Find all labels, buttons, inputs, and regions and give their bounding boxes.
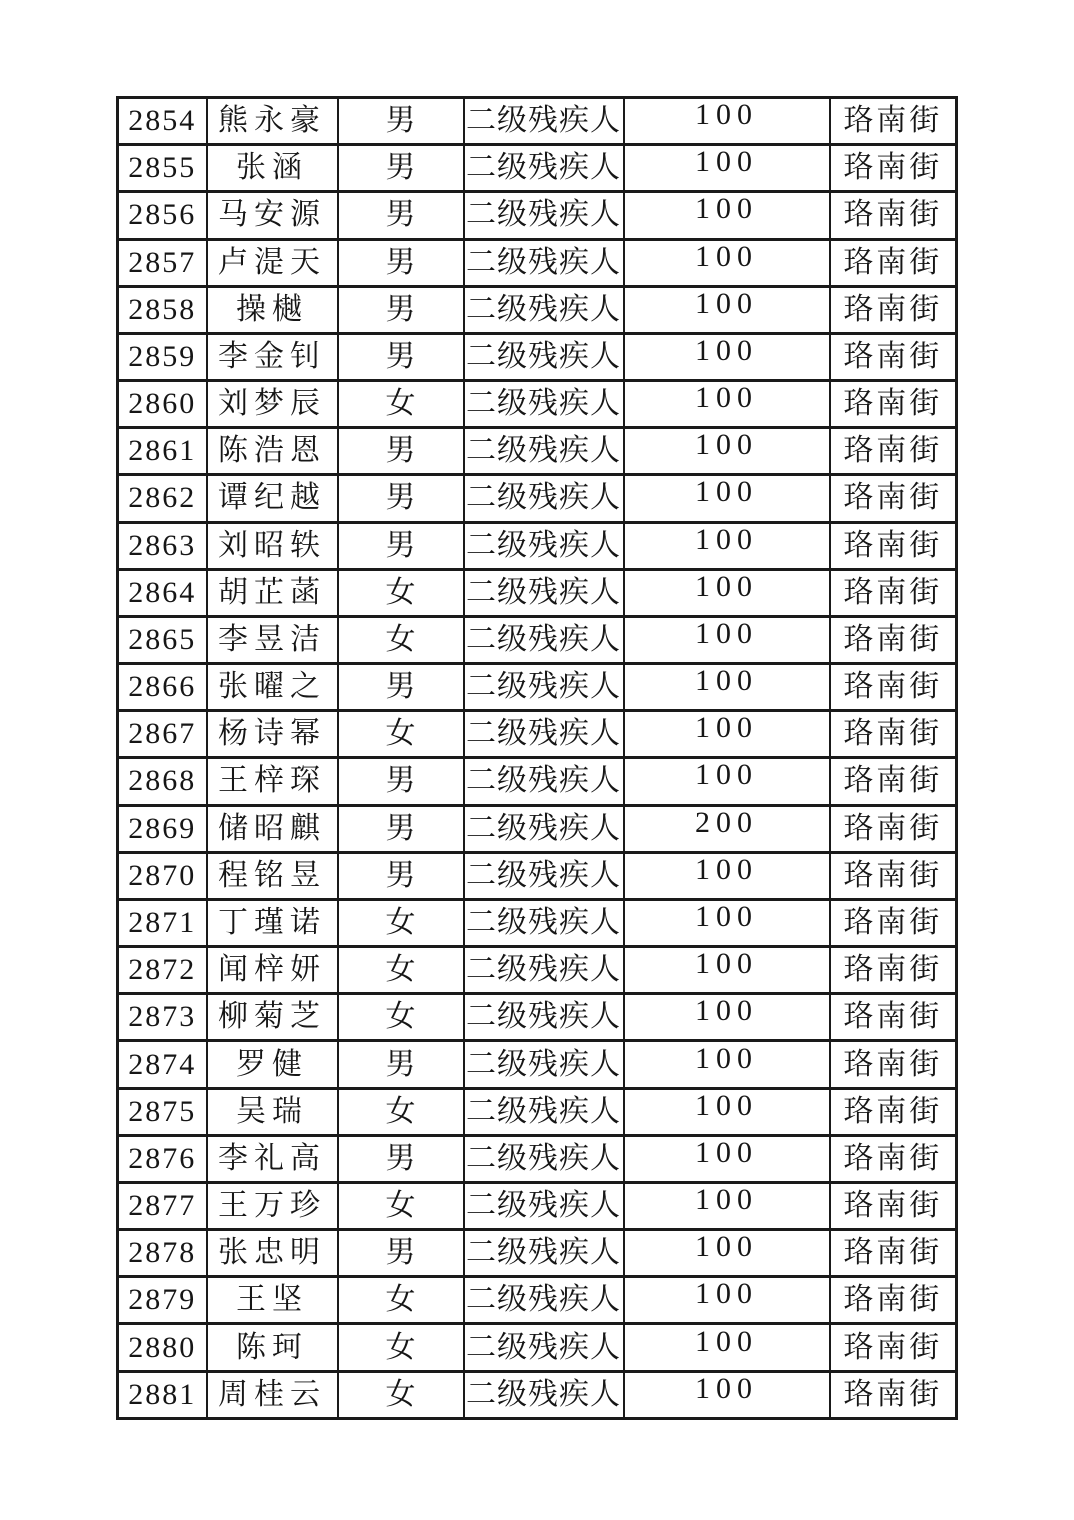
table-row: [118, 852, 957, 899]
name-cell: 闻梓妍: [207, 947, 338, 994]
name-cell: 张涵: [207, 145, 338, 192]
amount-cell: 100: [624, 98, 830, 145]
amount-cell: 200: [624, 805, 830, 852]
gender-cell: 女: [338, 994, 464, 1041]
name-cell: 胡芷菡: [207, 569, 338, 616]
amount-cell: 100: [624, 1182, 830, 1229]
gender-cell: 女: [338, 1371, 464, 1418]
amount-cell: 100: [624, 852, 830, 899]
amount-cell: 100: [624, 899, 830, 946]
gender-cell: 女: [338, 1182, 464, 1229]
name-cell: 杨诗幂: [207, 711, 338, 758]
gender-cell: 男: [338, 805, 464, 852]
amount-cell: 100: [624, 381, 830, 428]
street-cell: 珞南街: [830, 1371, 957, 1418]
gender-cell: 男: [338, 192, 464, 239]
table-row: [118, 1182, 957, 1229]
table-body: [118, 98, 957, 1419]
street-cell: 珞南街: [830, 664, 957, 711]
serial-number-cell: 2879: [118, 1277, 207, 1324]
serial-number-cell: 2856: [118, 192, 207, 239]
street-cell: 珞南街: [830, 1182, 957, 1229]
category-cell: 二级残疾人: [464, 664, 624, 711]
gender-cell: 女: [338, 616, 464, 663]
category-cell: 二级残疾人: [464, 711, 624, 758]
serial-number-cell: 2861: [118, 428, 207, 475]
table-row: [118, 947, 957, 994]
gender-cell: 女: [338, 569, 464, 616]
amount-cell: 100: [624, 994, 830, 1041]
street-cell: 珞南街: [830, 239, 957, 286]
gender-cell: 男: [338, 1230, 464, 1277]
table-row: [118, 522, 957, 569]
table-row: [118, 1041, 957, 1088]
name-cell: 储昭麒: [207, 805, 338, 852]
table-row: [118, 994, 957, 1041]
street-cell: 珞南街: [830, 616, 957, 663]
street-cell: 珞南街: [830, 1230, 957, 1277]
amount-cell: 100: [624, 522, 830, 569]
gender-cell: 男: [338, 852, 464, 899]
gender-cell: 女: [338, 1277, 464, 1324]
serial-number-cell: 2863: [118, 522, 207, 569]
name-cell: 李礼高: [207, 1135, 338, 1182]
street-cell: 珞南街: [830, 899, 957, 946]
serial-number-cell: 2875: [118, 1088, 207, 1135]
gender-cell: 男: [338, 239, 464, 286]
serial-number-cell: 2865: [118, 616, 207, 663]
category-cell: 二级残疾人: [464, 1371, 624, 1418]
name-cell: 王梓琛: [207, 758, 338, 805]
table-row: [118, 664, 957, 711]
street-cell: 珞南街: [830, 1277, 957, 1324]
serial-number-cell: 2880: [118, 1324, 207, 1371]
street-cell: 珞南街: [830, 333, 957, 380]
serial-number-cell: 2859: [118, 333, 207, 380]
street-cell: 珞南街: [830, 428, 957, 475]
name-cell: 谭纪越: [207, 475, 338, 522]
serial-number-cell: 2864: [118, 569, 207, 616]
amount-cell: 100: [624, 569, 830, 616]
gender-cell: 男: [338, 286, 464, 333]
gender-cell: 女: [338, 381, 464, 428]
street-cell: 珞南街: [830, 522, 957, 569]
gender-cell: 女: [338, 1324, 464, 1371]
amount-cell: 100: [624, 1371, 830, 1418]
amount-cell: 100: [624, 711, 830, 758]
name-cell: 吴瑞: [207, 1088, 338, 1135]
table-row: [118, 569, 957, 616]
name-cell: 罗健: [207, 1041, 338, 1088]
gender-cell: 女: [338, 899, 464, 946]
serial-number-cell: 2876: [118, 1135, 207, 1182]
gender-cell: 女: [338, 947, 464, 994]
amount-cell: 100: [624, 1277, 830, 1324]
category-cell: 二级残疾人: [464, 428, 624, 475]
table-row: [118, 98, 957, 145]
street-cell: 珞南街: [830, 192, 957, 239]
category-cell: 二级残疾人: [464, 145, 624, 192]
serial-number-cell: 2881: [118, 1371, 207, 1418]
category-cell: 二级残疾人: [464, 192, 624, 239]
name-cell: 周桂云: [207, 1371, 338, 1418]
street-cell: 珞南街: [830, 286, 957, 333]
serial-number-cell: 2877: [118, 1182, 207, 1229]
table-row: [118, 1135, 957, 1182]
street-cell: 珞南街: [830, 569, 957, 616]
gender-cell: 男: [338, 522, 464, 569]
amount-cell: 100: [624, 428, 830, 475]
category-cell: 二级残疾人: [464, 1041, 624, 1088]
serial-number-cell: 2873: [118, 994, 207, 1041]
gender-cell: 男: [338, 758, 464, 805]
gender-cell: 男: [338, 333, 464, 380]
name-cell: 陈珂: [207, 1324, 338, 1371]
serial-number-cell: 2868: [118, 758, 207, 805]
table-row: [118, 758, 957, 805]
street-cell: 珞南街: [830, 475, 957, 522]
category-cell: 二级残疾人: [464, 381, 624, 428]
name-cell: 李昱洁: [207, 616, 338, 663]
street-cell: 珞南街: [830, 852, 957, 899]
category-cell: 二级残疾人: [464, 805, 624, 852]
gender-cell: 男: [338, 664, 464, 711]
name-cell: 王万珍: [207, 1182, 338, 1229]
street-cell: 珞南街: [830, 98, 957, 145]
serial-number-cell: 2858: [118, 286, 207, 333]
amount-cell: 100: [624, 664, 830, 711]
gender-cell: 男: [338, 1041, 464, 1088]
category-cell: 二级残疾人: [464, 1182, 624, 1229]
category-cell: 二级残疾人: [464, 1277, 624, 1324]
street-cell: 珞南街: [830, 1088, 957, 1135]
serial-number-cell: 2854: [118, 98, 207, 145]
category-cell: 二级残疾人: [464, 333, 624, 380]
category-cell: 二级残疾人: [464, 569, 624, 616]
street-cell: 珞南街: [830, 145, 957, 192]
category-cell: 二级残疾人: [464, 1324, 624, 1371]
name-cell: 熊永豪: [207, 98, 338, 145]
name-cell: 刘梦辰: [207, 381, 338, 428]
category-cell: 二级残疾人: [464, 1088, 624, 1135]
table-row: [118, 475, 957, 522]
category-cell: 二级残疾人: [464, 98, 624, 145]
serial-number-cell: 2870: [118, 852, 207, 899]
serial-number-cell: 2867: [118, 711, 207, 758]
table-row: [118, 1277, 957, 1324]
category-cell: 二级残疾人: [464, 1230, 624, 1277]
table-row: [118, 1324, 957, 1371]
name-cell: 操樾: [207, 286, 338, 333]
serial-number-cell: 2862: [118, 475, 207, 522]
street-cell: 珞南街: [830, 381, 957, 428]
category-cell: 二级残疾人: [464, 1135, 624, 1182]
amount-cell: 100: [624, 1041, 830, 1088]
table-row: [118, 899, 957, 946]
table-row: [118, 428, 957, 475]
gender-cell: 男: [338, 428, 464, 475]
table-row: [118, 805, 957, 852]
table-row: [118, 381, 957, 428]
name-cell: 陈浩恩: [207, 428, 338, 475]
beneficiary-table: [116, 96, 958, 1420]
serial-number-cell: 2855: [118, 145, 207, 192]
gender-cell: 男: [338, 475, 464, 522]
serial-number-cell: 2878: [118, 1230, 207, 1277]
amount-cell: 100: [624, 947, 830, 994]
serial-number-cell: 2860: [118, 381, 207, 428]
amount-cell: 100: [624, 239, 830, 286]
serial-number-cell: 2857: [118, 239, 207, 286]
category-cell: 二级残疾人: [464, 239, 624, 286]
street-cell: 珞南街: [830, 1135, 957, 1182]
table-row: [118, 286, 957, 333]
category-cell: 二级残疾人: [464, 616, 624, 663]
name-cell: 程铭昱: [207, 852, 338, 899]
table-row: [118, 616, 957, 663]
category-cell: 二级残疾人: [464, 758, 624, 805]
amount-cell: 100: [624, 333, 830, 380]
category-cell: 二级残疾人: [464, 994, 624, 1041]
category-cell: 二级残疾人: [464, 286, 624, 333]
table-row: [118, 192, 957, 239]
name-cell: 丁瑾诺: [207, 899, 338, 946]
name-cell: 马安源: [207, 192, 338, 239]
serial-number-cell: 2872: [118, 947, 207, 994]
table-row: [118, 1088, 957, 1135]
amount-cell: 100: [624, 1088, 830, 1135]
table-row: [118, 333, 957, 380]
street-cell: 珞南街: [830, 711, 957, 758]
serial-number-cell: 2871: [118, 899, 207, 946]
amount-cell: 100: [624, 192, 830, 239]
table-row: [118, 1371, 957, 1418]
gender-cell: 男: [338, 98, 464, 145]
category-cell: 二级残疾人: [464, 475, 624, 522]
serial-number-cell: 2874: [118, 1041, 207, 1088]
street-cell: 珞南街: [830, 1324, 957, 1371]
amount-cell: 100: [624, 616, 830, 663]
street-cell: 珞南街: [830, 805, 957, 852]
gender-cell: 女: [338, 1088, 464, 1135]
amount-cell: 100: [624, 475, 830, 522]
table-row: [118, 239, 957, 286]
amount-cell: 100: [624, 145, 830, 192]
gender-cell: 男: [338, 145, 464, 192]
category-cell: 二级残疾人: [464, 522, 624, 569]
street-cell: 珞南街: [830, 947, 957, 994]
amount-cell: 100: [624, 286, 830, 333]
name-cell: 张忠明: [207, 1230, 338, 1277]
street-cell: 珞南街: [830, 1041, 957, 1088]
serial-number-cell: 2869: [118, 805, 207, 852]
name-cell: 卢湜天: [207, 239, 338, 286]
name-cell: 刘昭轶: [207, 522, 338, 569]
name-cell: 李金钊: [207, 333, 338, 380]
gender-cell: 女: [338, 711, 464, 758]
amount-cell: 100: [624, 1324, 830, 1371]
name-cell: 张曜之: [207, 664, 338, 711]
amount-cell: 100: [624, 1135, 830, 1182]
category-cell: 二级残疾人: [464, 852, 624, 899]
amount-cell: 100: [624, 1230, 830, 1277]
gender-cell: 男: [338, 1135, 464, 1182]
name-cell: 王坚: [207, 1277, 338, 1324]
table-row: [118, 145, 957, 192]
serial-number-cell: 2866: [118, 664, 207, 711]
table-row: [118, 1230, 957, 1277]
street-cell: 珞南街: [830, 994, 957, 1041]
category-cell: 二级残疾人: [464, 899, 624, 946]
street-cell: 珞南街: [830, 758, 957, 805]
table-row: [118, 711, 957, 758]
name-cell: 柳菊芝: [207, 994, 338, 1041]
category-cell: 二级残疾人: [464, 947, 624, 994]
amount-cell: 100: [624, 758, 830, 805]
